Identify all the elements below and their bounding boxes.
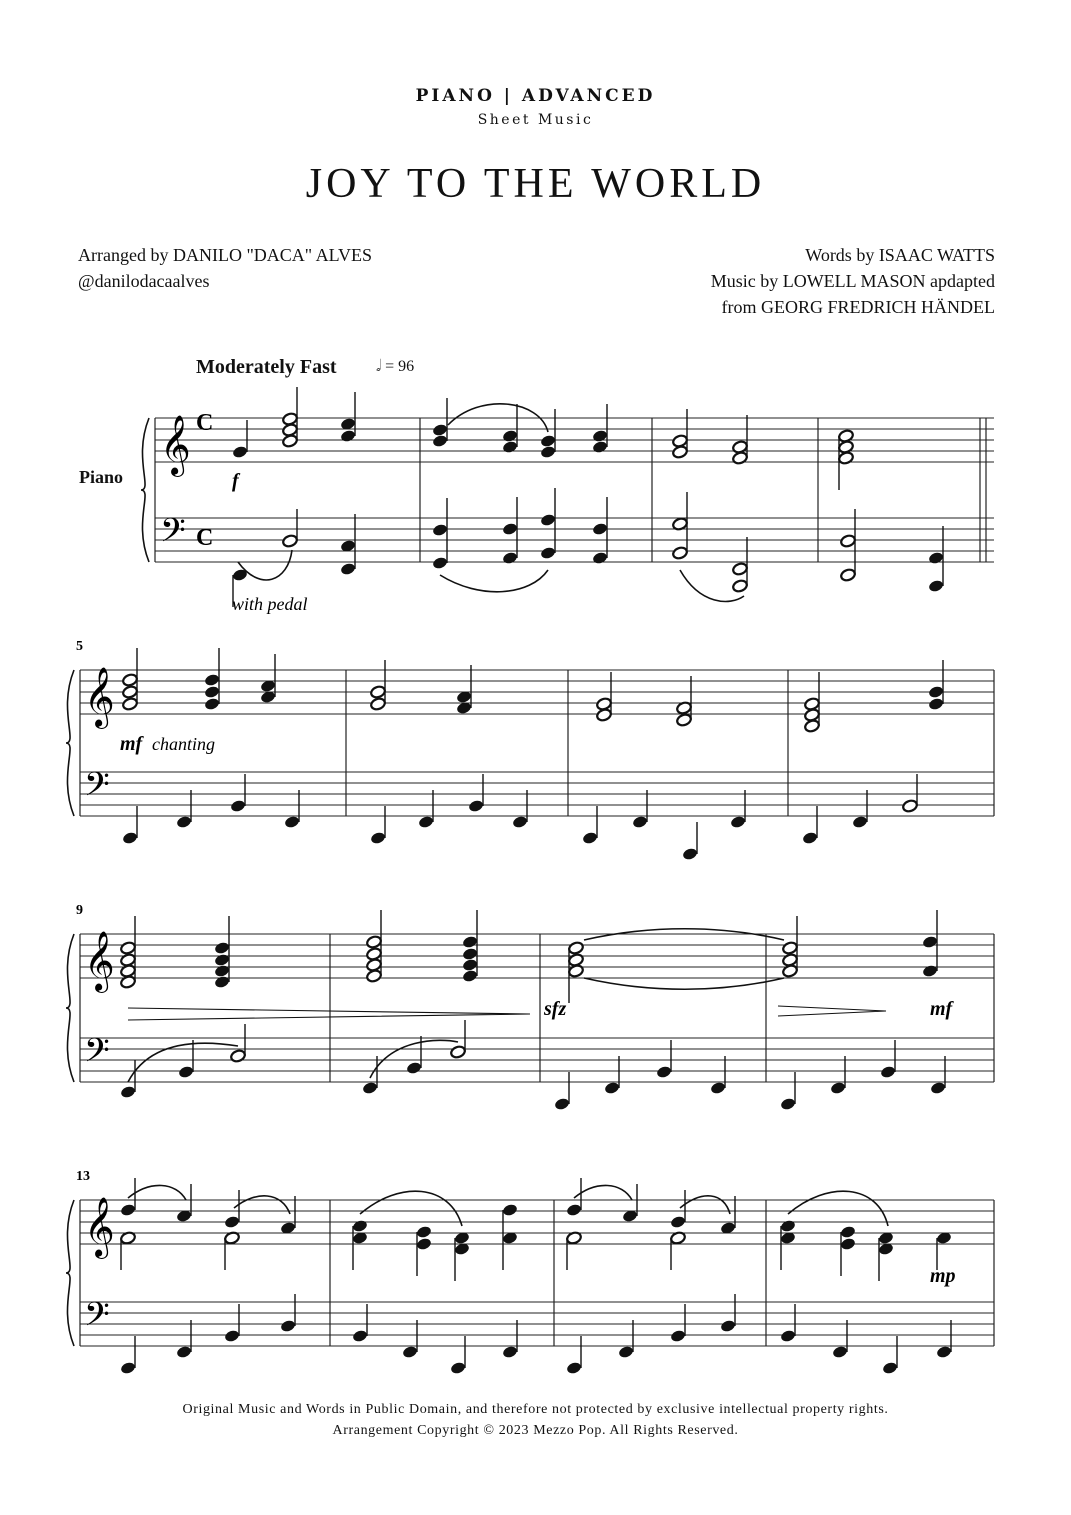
- note-head: [804, 719, 821, 733]
- bass-note-head: [880, 1065, 897, 1079]
- dynamic-mf-m12: mf: [930, 998, 953, 1020]
- note-head: [670, 1215, 687, 1229]
- time-signature-bass: C: [196, 525, 214, 551]
- note-head: [416, 1225, 433, 1239]
- bass-note-head: [512, 815, 529, 829]
- note-head: [840, 1225, 857, 1239]
- bass-note-head: [566, 1361, 583, 1375]
- note-head: [592, 429, 609, 443]
- series-label: PIANO | ADVANCED: [415, 86, 656, 106]
- bass-clef-icon: 𝄢: [84, 1296, 110, 1342]
- note-head: [840, 1237, 857, 1251]
- notes: [120, 387, 953, 1375]
- note-head: [540, 445, 557, 459]
- note-head: [232, 445, 249, 459]
- note-head: [732, 451, 749, 465]
- note-head: [352, 1219, 369, 1233]
- note-head: [462, 969, 479, 983]
- note-head: [432, 523, 449, 537]
- bass-note-head: [406, 1061, 423, 1075]
- bass-note-head: [830, 1081, 847, 1095]
- brace-icon: [66, 670, 74, 816]
- slur: [440, 570, 548, 592]
- measure-number-13: 13: [76, 1169, 90, 1184]
- chanting-marking: chanting: [152, 734, 215, 754]
- crescendo-hairpin: [128, 1008, 530, 1020]
- bass-note-head: [780, 1097, 797, 1111]
- bass-note-head: [780, 1329, 797, 1343]
- note-head: [214, 975, 231, 989]
- slur: [574, 1185, 632, 1200]
- note-head: [462, 958, 479, 972]
- note-head: [922, 935, 939, 949]
- bass-note-head: [656, 1065, 673, 1079]
- tempo-marking: 𝅗𝅥 = 96: [376, 358, 415, 375]
- note-head: [214, 941, 231, 955]
- bass-note-head: [930, 1081, 947, 1095]
- bass-note-head: [730, 815, 747, 829]
- bass-note-head: [670, 1329, 687, 1343]
- note-head: [502, 1203, 519, 1217]
- slur: [128, 1185, 186, 1200]
- music-credit-line2: from GEORG FREDRICH HÄNDEL: [721, 297, 995, 317]
- bass-note-head: [582, 831, 599, 845]
- bass-note-head: [468, 799, 485, 813]
- measure-number-9: 9: [76, 903, 83, 918]
- note-head: [592, 440, 609, 454]
- note-head: [282, 434, 299, 448]
- note-head: [462, 947, 479, 961]
- page-title: JOY TO THE WORLD: [305, 161, 766, 207]
- note-head: [122, 685, 139, 699]
- dynamic-mf-m5: mf: [120, 733, 143, 755]
- treble-clef-icon: 𝄞: [84, 931, 115, 991]
- note-head: [120, 941, 137, 955]
- note-head: [732, 562, 749, 576]
- note-head: [840, 568, 857, 582]
- tie: [584, 978, 784, 989]
- bass-note-head: [418, 815, 435, 829]
- treble-clef-icon: 𝄞: [84, 667, 115, 727]
- bass-note-head: [936, 1345, 953, 1359]
- bass-note-head: [882, 1361, 899, 1375]
- note-head: [214, 953, 231, 967]
- decrescendo-hairpin: [778, 1006, 886, 1016]
- bass-note-head: [352, 1329, 369, 1343]
- tempo-text: Moderately Fast: [196, 356, 337, 378]
- treble-clef-icon: 𝄞: [84, 1197, 115, 1257]
- dynamic-f: f: [232, 470, 239, 492]
- note-head: [340, 429, 357, 443]
- bass-note-head: [230, 1049, 247, 1063]
- bass-note-head: [176, 1345, 193, 1359]
- note-head: [568, 941, 585, 955]
- note-head: [122, 697, 139, 711]
- note-head: [676, 713, 693, 727]
- instrument-label: Piano: [79, 467, 124, 487]
- note-head: [922, 964, 939, 978]
- brace-icon: [66, 934, 74, 1082]
- bass-note-head: [178, 1065, 195, 1079]
- note-head: [566, 1203, 583, 1217]
- note-head: [540, 546, 557, 560]
- arranger-credit: Arranged by DANILO "DACA" ALVES: [78, 245, 373, 265]
- note-head: [596, 708, 613, 722]
- bass-note-head: [710, 1081, 727, 1095]
- note-head: [592, 551, 609, 565]
- note-head: [782, 964, 799, 978]
- bass-note-head: [852, 815, 869, 829]
- note-head: [366, 935, 383, 949]
- note-head: [928, 685, 945, 699]
- bass-clef-icon: 𝄢: [84, 1032, 110, 1078]
- note-head: [540, 513, 557, 527]
- words-credit: Words by ISAAC WATTS: [805, 245, 995, 265]
- note-head: [928, 579, 945, 593]
- note-head: [122, 673, 139, 687]
- subtitle: Sheet Music: [477, 112, 594, 128]
- footer-line2: Arrangement Copyright © 2023 Mezzo Pop. All Rights Reserved.: [332, 1423, 739, 1438]
- brace-icon: [141, 418, 149, 562]
- pedal-marking: with pedal: [232, 594, 308, 614]
- note-head: [780, 1219, 797, 1233]
- note-head: [370, 685, 387, 699]
- bass-note-head: [554, 1097, 571, 1111]
- note-head: [838, 451, 855, 465]
- arranger-handle: @danilodacaalves: [78, 271, 210, 291]
- bass-note-head: [720, 1319, 737, 1333]
- bass-note-head: [832, 1345, 849, 1359]
- dynamic-mp: mp: [930, 1265, 956, 1287]
- bass-clef-icon: 𝄢: [160, 512, 186, 558]
- bass-note-head: [632, 815, 649, 829]
- note-head: [432, 423, 449, 437]
- note-head: [592, 522, 609, 536]
- note-head: [502, 429, 519, 443]
- note-head: [432, 556, 449, 570]
- slur: [788, 1191, 888, 1226]
- bass-note-head: [224, 1329, 241, 1343]
- bass-note-head: [362, 1081, 379, 1095]
- bass-note-head: [450, 1361, 467, 1375]
- note-head: [502, 440, 519, 454]
- note-head: [840, 534, 857, 548]
- bass-note-head: [402, 1345, 419, 1359]
- bass-note-head: [120, 1361, 137, 1375]
- staff-lines: [80, 415, 994, 1346]
- bass-note-head: [370, 831, 387, 845]
- time-signature-treble: C: [196, 410, 214, 436]
- bass-note-head: [618, 1345, 635, 1359]
- note-head: [928, 551, 945, 565]
- note-head: [224, 1215, 241, 1229]
- bass-note-head: [122, 831, 139, 845]
- note-head: [502, 522, 519, 536]
- note-head: [204, 697, 221, 711]
- dynamic-sfz: sfz: [544, 998, 567, 1020]
- note-head: [540, 434, 557, 448]
- note-head: [120, 1203, 137, 1217]
- music-credit-line1: Music by LOWELL MASON apdapted: [710, 271, 995, 291]
- note-head: [340, 562, 357, 576]
- bass-note-head: [230, 799, 247, 813]
- note-head: [928, 697, 945, 711]
- note-head: [282, 534, 299, 548]
- bass-note-head: [450, 1045, 467, 1059]
- bass-note-head: [902, 799, 919, 813]
- bass-note-head: [176, 815, 193, 829]
- slur: [360, 1191, 462, 1226]
- note-head: [568, 964, 585, 978]
- note-head: [732, 579, 749, 593]
- note-head: [782, 941, 799, 955]
- note-head: [204, 685, 221, 699]
- note-head: [432, 434, 449, 448]
- bass-note-head: [502, 1345, 519, 1359]
- bass-note-head: [280, 1319, 297, 1333]
- note-head: [502, 551, 519, 565]
- bass-note-head: [120, 1085, 137, 1099]
- treble-clef-icon: 𝄞: [160, 415, 191, 475]
- note-head: [370, 697, 387, 711]
- note-head: [672, 445, 689, 459]
- footer-line1: Original Music and Words in Public Domain, and therefore not protected by exclusive intellectual property rights.: [182, 1402, 889, 1417]
- bass-note-head: [802, 831, 819, 845]
- bass-note-head: [284, 815, 301, 829]
- measure-number-5: 5: [76, 639, 83, 654]
- note-head: [366, 969, 383, 983]
- bass-note-head: [604, 1081, 621, 1095]
- bass-note-head: [682, 847, 699, 861]
- copyright-footer: [0, 1399, 1071, 1441]
- note-head: [416, 1237, 433, 1251]
- bass-clef-icon: 𝄢: [84, 766, 110, 812]
- note-head: [214, 964, 231, 978]
- brace-icon: [66, 1200, 74, 1346]
- note-head: [120, 975, 137, 989]
- note-head: [462, 935, 479, 949]
- note-head: [672, 546, 689, 560]
- note-head: [204, 673, 221, 687]
